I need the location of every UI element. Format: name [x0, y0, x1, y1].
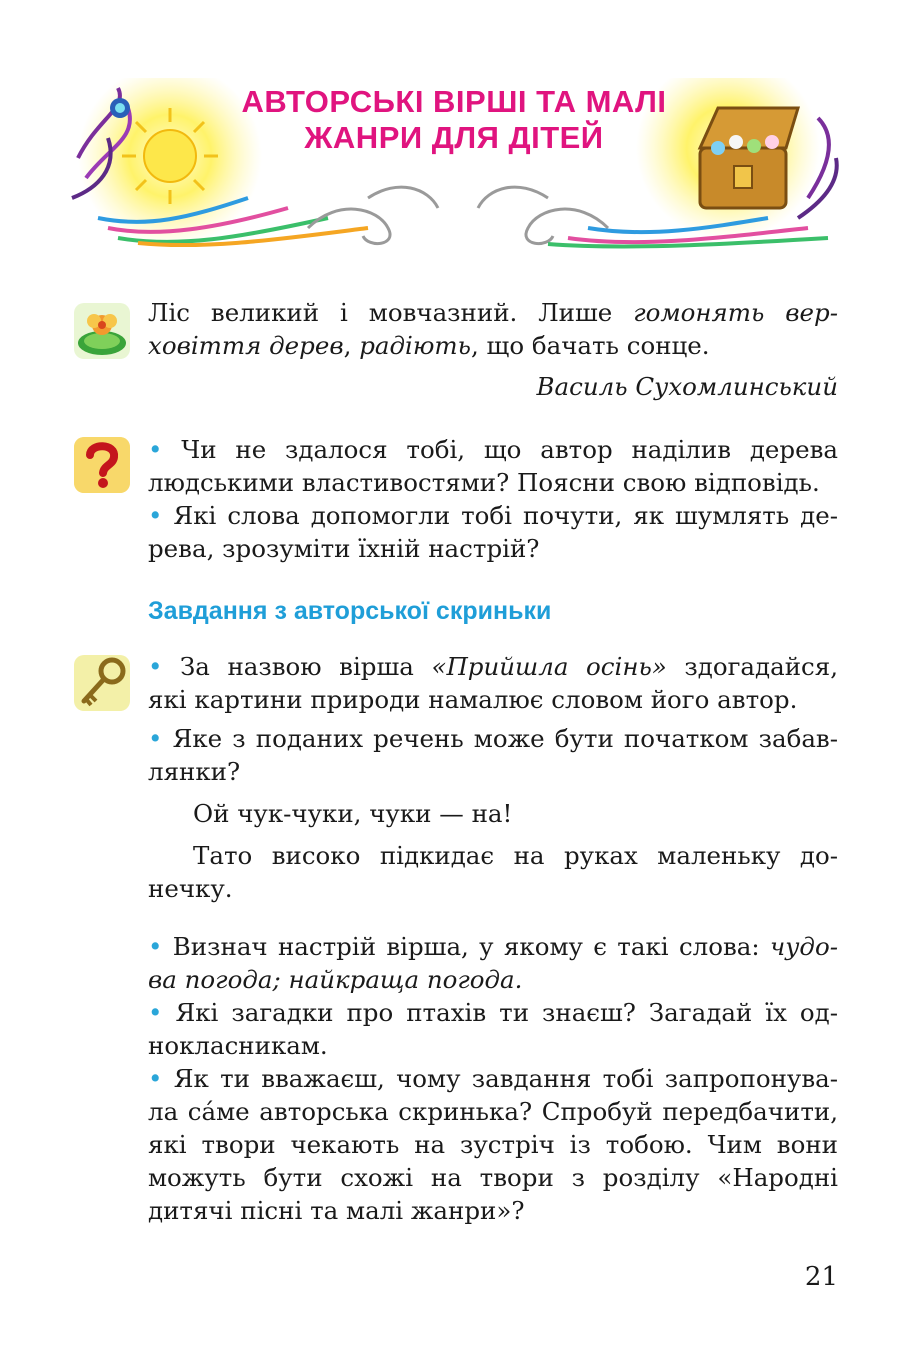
question-2-line-1: [148, 499, 838, 532]
section-heading: Завдання з авторської скриньки: [148, 597, 552, 625]
question-mark-icon: [74, 437, 130, 493]
question-2-line-2: рева, зрозуміти їхній настрій?: [148, 534, 540, 563]
task-3-line-1: [148, 930, 838, 963]
task-2-line-1: [148, 722, 838, 755]
task-2-line-2: лянки?: [148, 757, 241, 786]
quote-italic: гомонять вер-: [633, 298, 838, 327]
bullet-icon: •: [148, 932, 173, 961]
question-1-line-2: людськими властивостями? Поясни свою відповідь.: [148, 468, 820, 497]
question-text: Чи не здалося тобі, що автор наділив дерева: [181, 435, 838, 464]
example-1-text: Ой чук-чуки, чуки — на!: [193, 799, 513, 828]
page-number: 21: [804, 1262, 838, 1292]
poem-title: «Прийшла осінь»: [431, 652, 667, 681]
question-1-line-1: [148, 433, 838, 466]
quote-text: , що бачать сонце.: [470, 331, 710, 360]
quote-line-1: [148, 296, 838, 329]
question-text: Які слова допомогли тобі почути, як шумлять де-: [173, 501, 838, 530]
bullet-icon: •: [148, 435, 182, 464]
bullet-icon: •: [148, 652, 181, 681]
chapter-title: [68, 84, 840, 156]
example-2: [148, 839, 838, 905]
task-block-2: [148, 930, 838, 1227]
chapter-banner: [68, 78, 840, 250]
task-5-line-1: [148, 1062, 838, 1095]
task-text: Які загадки про птахів ти знаєш? Загадай їх од-: [175, 998, 838, 1027]
chapter-title-line-1: АВТОРСЬКІ ВІРШІ ТА МАЛІ: [241, 84, 667, 119]
task-1-line-1: [148, 650, 838, 683]
task-text: Яке з поданих речень може бути початком забав-: [172, 724, 838, 753]
bullet-icon: •: [148, 998, 176, 1027]
quote-text: Ліс великий і мовчазний. Лише: [148, 298, 634, 327]
task-5-line-2: ла са́ме авторська скринька? Спробуй передбачити,: [148, 1097, 838, 1126]
task-4-line-2: нокласникам.: [148, 1031, 328, 1060]
bullet-icon: •: [148, 501, 174, 530]
quote-line-2: [148, 329, 838, 362]
example-1: [193, 797, 838, 830]
task-italic: чудо-: [769, 932, 838, 961]
key-icon: [74, 655, 130, 711]
quote-text: ,: [343, 331, 360, 360]
task-block: [148, 650, 838, 788]
task-3-line-2: [148, 963, 838, 996]
example-2-line-2: нечку.: [148, 874, 233, 903]
quote-italic: ховіття дерев: [148, 331, 344, 360]
quote-author: Василь Сухомлинський: [536, 372, 838, 401]
task-text: здогадайся,: [666, 652, 839, 681]
task-5-line-3: які твори чекають на зустріч із тобою. Чим вони: [148, 1130, 838, 1159]
example-2-line-1: Тато високо підкидає на руках маленьку до-: [193, 841, 838, 870]
task-4-line-1: [148, 996, 838, 1029]
task-text: Як ти вважаєш, чому завдання тобі запропонува-: [173, 1064, 838, 1093]
task-text: Визнач настрій вірша, у якому є такі слова:: [172, 932, 770, 961]
reading-quote: [148, 296, 838, 403]
question-block: [148, 433, 838, 565]
bullet-icon: •: [148, 1064, 174, 1093]
task-italic: ва погода; найкраща погода.: [148, 965, 523, 994]
flower-leaf-icon: [74, 303, 130, 359]
bullet-icon: •: [148, 724, 173, 753]
quote-italic: радіють: [359, 331, 471, 360]
task-1-line-2: які картини природи намалює словом його автор.: [148, 685, 798, 714]
task-5-line-5: дитячі пісні та малі жанри»?: [148, 1196, 525, 1225]
chapter-title-line-2: ЖАНРИ ДЛЯ ДІТЕЙ: [304, 120, 604, 155]
task-text: За назвою вірша: [180, 652, 432, 681]
task-5-line-4: можуть бути схожі на твори з розділу «Народні: [148, 1163, 838, 1192]
